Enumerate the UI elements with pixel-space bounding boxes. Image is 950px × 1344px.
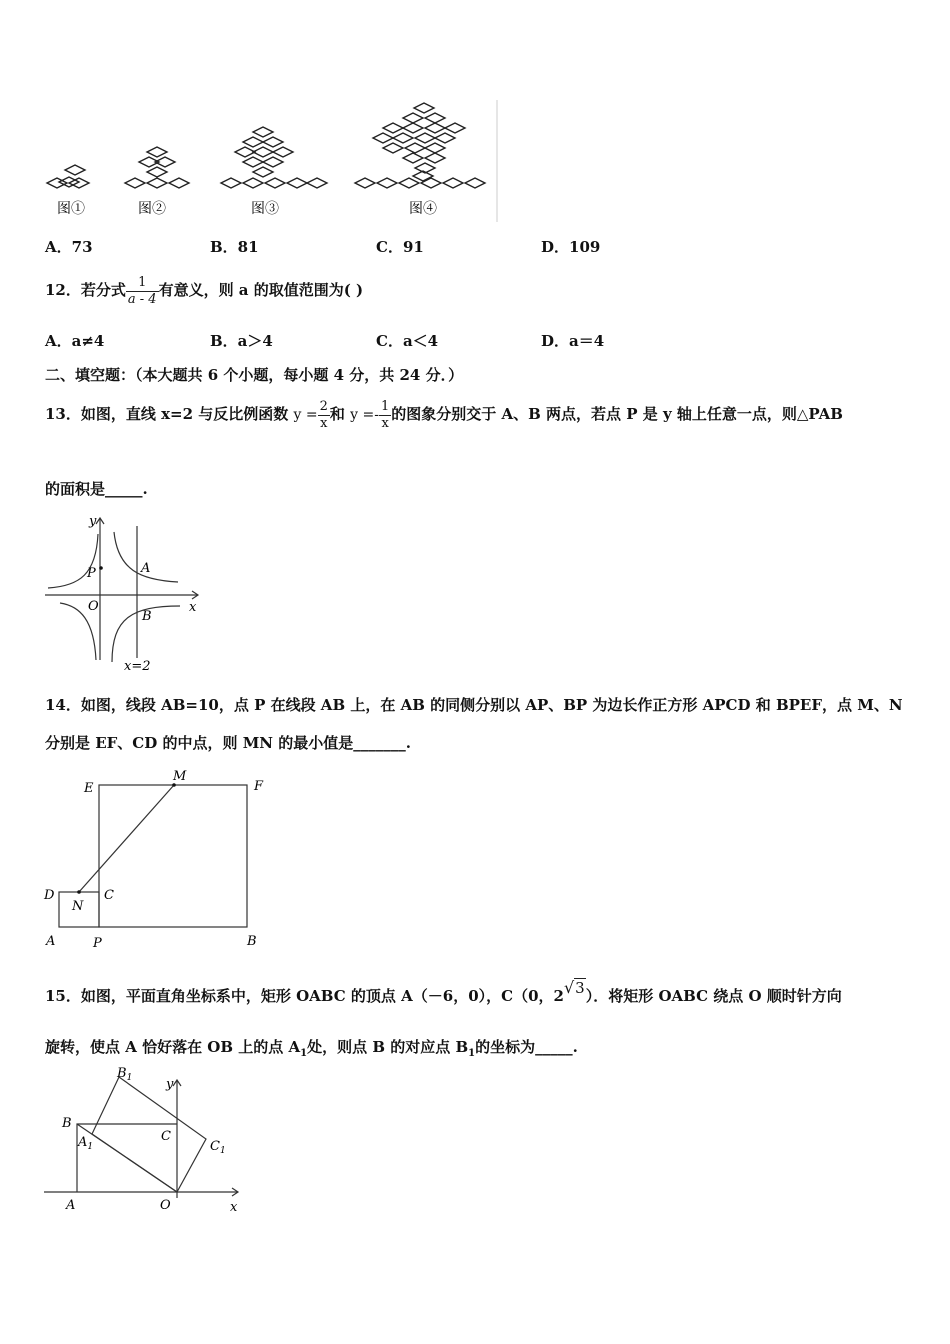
diamond-shape <box>421 178 441 188</box>
q12-prefix: 12．若分式 <box>45 281 126 299</box>
q13-prefix: 13．如图，直线 x=2 与反比例函数 <box>45 405 289 423</box>
diamond-shape <box>253 167 273 177</box>
diamond-shape <box>403 123 423 133</box>
q13-label-b: B <box>142 609 152 624</box>
q13-label-x: x <box>189 600 197 615</box>
q12-option-a[interactable]: A．a≠4 <box>45 332 105 350</box>
q12-stem <box>45 270 363 310</box>
q13-suffix: 的图象分别交于 A、B 两点，若点 P 是 y 轴上任意一点，则△PAB <box>391 405 843 423</box>
diamond-shape <box>383 123 403 133</box>
diamond-shape <box>355 178 375 188</box>
q13-label-p: P <box>87 566 96 581</box>
q11-option-b[interactable]: B．81 <box>210 238 259 256</box>
diamond-shape <box>147 147 167 157</box>
diamond-shape <box>393 133 413 143</box>
q14-label-n: N <box>72 899 84 914</box>
diamond-shape <box>377 178 397 188</box>
diamond-shape <box>414 103 434 113</box>
fig2-label: 图② <box>138 201 166 217</box>
diamond-shape <box>243 178 263 188</box>
section2-title: 二、填空题：（本大题共 6 个小题，每小题 4 分，共 24 分．） <box>45 366 464 384</box>
q14-line1: 14．如图，线段 AB=10，点 P 在线段 AB 上，在 AB 的同侧分别以 AP、BP 为边长作正方形 APCD 和 BPEF，点 M、N <box>45 696 903 714</box>
diamond-shape <box>147 167 167 177</box>
diamond-shape <box>415 133 435 143</box>
diamond-shape <box>399 178 419 188</box>
q15-line2-c: 的坐标为_____. <box>475 1038 578 1056</box>
q15-label-a1: $A_1$ <box>78 1135 94 1152</box>
diamond-shape <box>243 157 263 167</box>
q15-line2-b: 处，则点 B 的对应点 B <box>307 1038 469 1056</box>
q15-rect-rotated <box>92 1077 206 1192</box>
q15-line2-a: 旋转，使点 A 恰好落在 OB 上的点 A <box>45 1038 301 1056</box>
q13-stem <box>45 392 843 437</box>
q13-f1-lhs: y = <box>293 407 318 423</box>
q13-label-y: y <box>89 514 97 529</box>
diamond-shape <box>445 123 465 133</box>
q14-label-m: M <box>173 769 187 784</box>
diamond-shape <box>405 143 425 153</box>
diamond-shape <box>373 133 393 143</box>
q13-f2-lhs: y =- <box>350 407 379 423</box>
diamond-shape <box>273 147 293 157</box>
diamond-shape <box>147 178 167 188</box>
diamond-shape <box>307 178 327 188</box>
q15-label-a: A <box>66 1198 76 1213</box>
q13-f1-frac <box>318 399 330 432</box>
q15-line2 <box>45 1036 578 1059</box>
q14-label-d: D <box>44 888 55 903</box>
q14-label-e: E <box>84 781 94 796</box>
q13-f2-num: 1 <box>380 398 390 414</box>
q12-suffix: 有意义，则 a 的取值范围为( ) <box>158 281 364 299</box>
q15-label-o: O <box>160 1198 171 1213</box>
diamond-shape <box>403 153 423 163</box>
diamond-shape <box>287 178 307 188</box>
diamond-shape <box>383 143 403 153</box>
q11-option-d[interactable]: D．109 <box>541 238 601 256</box>
fig3-label: 图③ <box>251 201 279 217</box>
q14-label-f: F <box>254 779 264 794</box>
diamond-shape <box>425 153 445 163</box>
q15-label-b1: $B_1$ <box>117 1066 133 1083</box>
diamond-pattern <box>45 100 498 222</box>
diamond-shape <box>221 178 241 188</box>
diamond-shape <box>425 123 445 133</box>
fig1-label: 图① <box>57 201 85 217</box>
q13-and: 和 <box>329 405 345 423</box>
diamond-shape <box>69 178 89 188</box>
q15-label-c1: $C_1$ <box>210 1139 226 1156</box>
diamond-shape <box>403 113 423 123</box>
diamond-shape <box>265 178 285 188</box>
q11-option-c[interactable]: C．91 <box>376 238 424 256</box>
q15-label-c: C <box>161 1129 171 1144</box>
diamond-shape <box>65 165 85 175</box>
q15-line1: 15．如图，平面直角坐标系中，矩形 OABC 的顶点 A（－6，0），C（0，2√3）．将矩形 OABC 绕点 O 顺时针方向 <box>45 978 842 1005</box>
q13-point-p <box>99 566 103 570</box>
diamond-shape <box>243 137 263 147</box>
q13-figure <box>40 510 210 675</box>
q12-frac-den: a - 4 <box>127 291 157 307</box>
q11-pattern-figure <box>45 100 498 222</box>
q14-label-b: B <box>247 934 257 949</box>
fig4-label: 图④ <box>409 201 437 217</box>
q13-label-a: A <box>141 561 151 576</box>
q15-sub2: 1 <box>468 1048 476 1059</box>
q14-figure <box>40 765 275 955</box>
diamond-shape <box>125 178 145 188</box>
q14-label-c: C <box>104 888 114 903</box>
q15-label-y: y <box>166 1077 174 1092</box>
diamond-shape <box>253 127 273 137</box>
q12-option-c[interactable]: C．a＜4 <box>376 332 439 350</box>
q13-f2-frac <box>379 399 391 432</box>
q13-f2-den: x <box>379 415 391 432</box>
q14-segment-mn <box>79 785 174 892</box>
q15-label-x: x <box>230 1200 238 1215</box>
q12-frac-num: 1 <box>138 274 147 290</box>
q14-label-p: P <box>93 936 102 951</box>
q15-sqrt: 3 <box>575 979 585 997</box>
q13-label-o: O <box>88 599 99 614</box>
q15-line1-b: ）．将矩形 OABC 绕点 O 顺时针方向 <box>585 987 842 1005</box>
q12-option-d[interactable]: D．a＝4 <box>541 332 605 350</box>
q13-label-line: x=2 <box>124 659 151 674</box>
q15-label-b: B <box>62 1116 72 1131</box>
diamond-shape <box>263 137 283 147</box>
q11-option-a[interactable]: A．73 <box>45 238 93 256</box>
q15-line1-a: 15．如图，平面直角坐标系中，矩形 OABC 的顶点 A（－6，0），C（0，2 <box>45 987 564 1005</box>
q13-f1-num: 2 <box>319 398 328 414</box>
q12-fraction <box>126 275 159 308</box>
q14-square-bpef <box>99 785 247 927</box>
q14-point-n <box>77 890 81 894</box>
diamond-shape <box>263 157 283 167</box>
diamond-shape <box>425 113 445 123</box>
diamond-shape <box>425 143 445 153</box>
q14-label-a: A <box>46 934 56 949</box>
q14-line2: 分别是 EF、CD 的中点，则 MN 的最小值是_______. <box>45 734 411 752</box>
diamond-shape <box>465 178 485 188</box>
q15-figure <box>40 1062 250 1217</box>
diamond-shape <box>435 133 455 143</box>
q12-option-b[interactable]: B．a＞4 <box>210 332 273 350</box>
diamond-shape <box>443 178 463 188</box>
q15-sub1: 1 <box>300 1048 308 1059</box>
diamond-shape <box>169 178 189 188</box>
q13-line2: 的面积是_____. <box>45 480 148 498</box>
q13-f1-den: x <box>318 415 330 432</box>
